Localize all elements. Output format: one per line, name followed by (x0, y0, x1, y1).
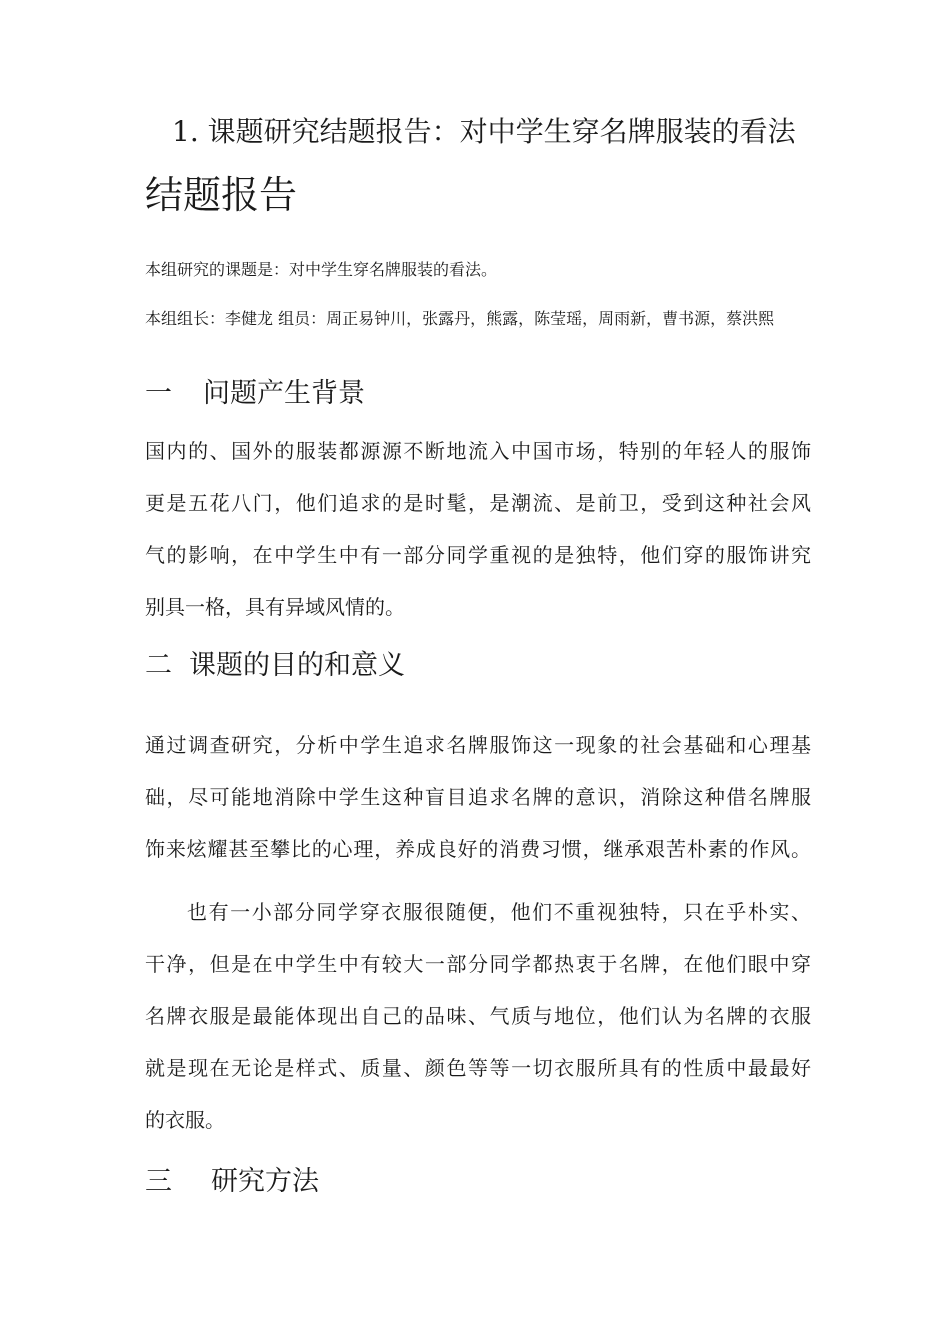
observation-paragraph (145, 886, 811, 1146)
background-paragraph (145, 425, 811, 633)
topic-line: 本组研究的课题是：对中学生穿名牌服装的看法。 (145, 260, 498, 279)
document-title: 1. 课题研究结题报告：对中学生穿名牌服装的看法 (172, 115, 796, 148)
section-title: 课题的目的和意义 (189, 650, 405, 681)
purpose-paragraph (145, 719, 811, 875)
section-title: 研究方法 (211, 1166, 319, 1197)
paragraph-line: 通过调查研究，分析中学生追求名牌服饰这一现象的社会基础和心理基 (145, 733, 811, 757)
paragraph-line: 的衣服。 (145, 1108, 225, 1132)
section-number: 二 (145, 650, 172, 681)
section-heading-method (145, 1162, 319, 1202)
paragraph-line: 也有一小部分同学穿衣服很随便，他们不重视独特，只在乎朴实、 (187, 900, 811, 924)
paragraph-line: 更是五花八门，他们追求的是时髦，是潮流、是前卫，受到这种社会风 (145, 491, 811, 515)
paragraph-line: 气的影响，在中学生中有一部分同学重视的是独特，他们穿的服饰讲究 (145, 543, 811, 567)
paragraph-line: 饰来炫耀甚至攀比的心理，养成良好的消费习惯，继承艰苦朴素的作风。 (145, 837, 811, 861)
paragraph-line: 别具一格，具有异域风情的。 (145, 595, 405, 619)
paragraph-line: 础，尽可能地消除中学生这种盲目追求名牌的意识，消除这种借名牌服 (145, 785, 811, 809)
section-heading-background (145, 374, 365, 414)
members-line: 本组组长：李健龙 组员：周正易钟川，张露丹，熊露，陈莹瑶，周雨新，曹书源，蔡洪熙 (145, 309, 775, 328)
paragraph-line: 国内的、国外的服装都源源不断地流入中国市场，特别的年轻人的服饰 (145, 439, 811, 463)
paragraph-line: 就是现在无论是样式、质量、颜色等等一切衣服所具有的性质中最最好 (145, 1056, 811, 1080)
section-number: 三 (145, 1166, 172, 1197)
paragraph-line: 干净，但是在中学生中有较大一部分同学都热衷于名牌，在他们眼中穿 (145, 952, 811, 976)
section-number: 一 (145, 378, 172, 409)
report-title: 结题报告 (145, 173, 298, 217)
section-title: 问题产生背景 (203, 378, 365, 409)
paragraph-line: 名牌衣服是最能体现出自己的品味、气质与地位，他们认为名牌的衣服 (145, 1004, 811, 1028)
section-heading-purpose (145, 646, 405, 686)
